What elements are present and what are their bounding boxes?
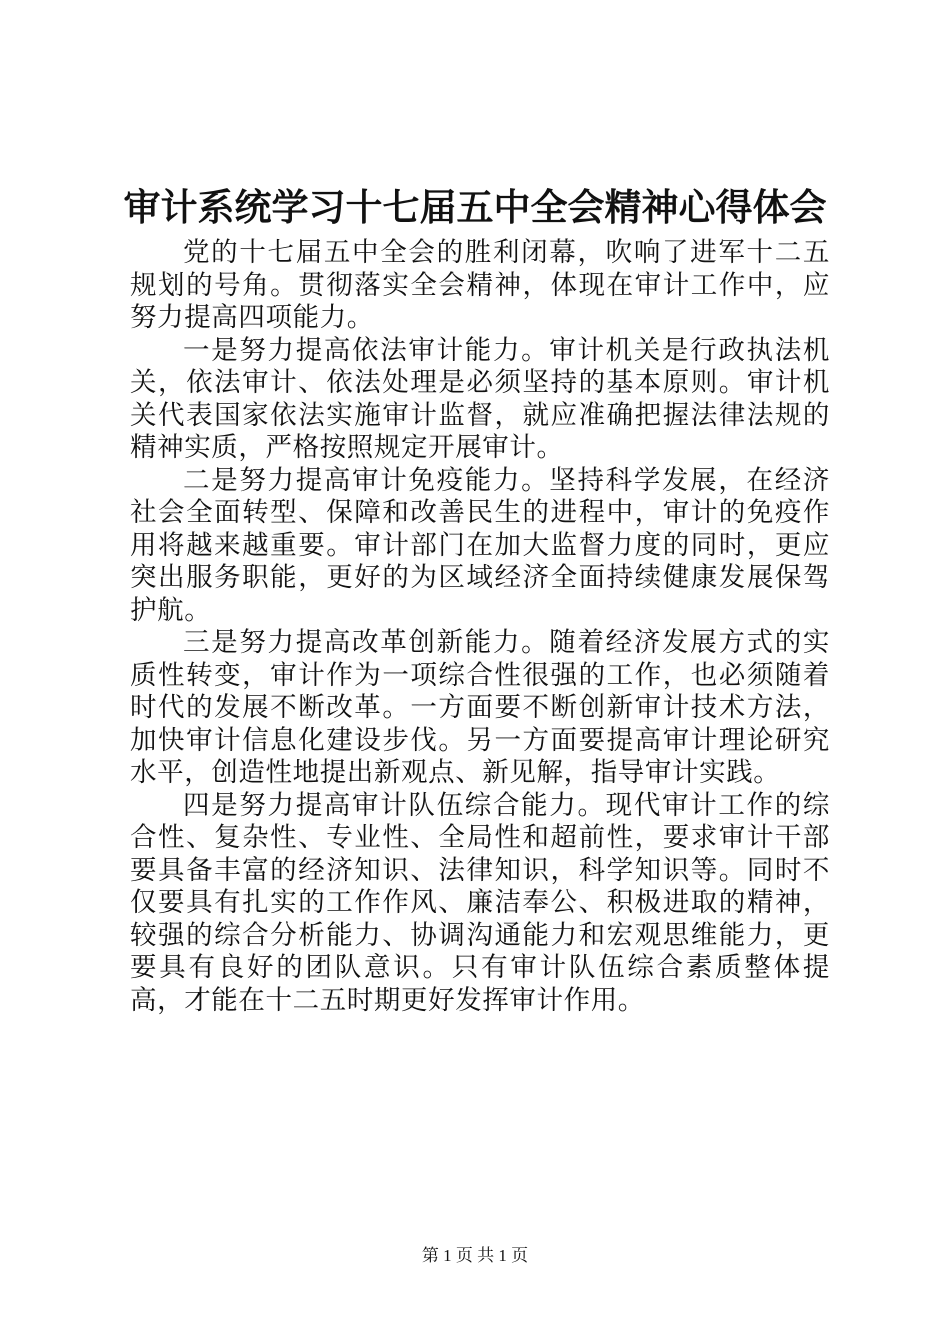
- document-title: 审计系统学习十七届五中全会精神心得体会: [123, 185, 827, 229]
- page-footer: 第 1 页 共 1 页: [421, 1246, 529, 1265]
- paragraph-point-2: 二是努力提高审计免疫能力。坚持科学发展，在经济社会全面转型、保障和改善民生的进程中，审计的免疫作用将越来越重要。审计部门在加大监督力度的同时，更应突出服务职能，更好的为区域经济全面持续健康发展保驾护航。: [130, 464, 830, 626]
- paragraph-point-3: 三是努力提高改革创新能力。随着经济发展方式的实质性转变，审计作为一项综合性很强的工作，也必须随着时代的发展不断改革。一方面要不断创新审计技术方法，加快审计信息化建设步伐。另一方面要提高审计理论研究水平，创造性地提出新观点、新见解，指导审计实践。: [130, 627, 830, 788]
- paragraph-point-1: 一是努力提高依法审计能力。审计机关是行政执法机关，依法审计、依法处理是必须坚持的基本原则。审计机关代表国家依法实施审计监督，就应准确把握法律法规的精神实质，严格按照规定开展审计。: [130, 334, 830, 463]
- document-body: [130, 237, 830, 1017]
- paragraph-point-4: 四是努力提高审计队伍综合能力。现代审计工作的综合性、复杂性、专业性、全局性和超前性，要求审计干部要具备丰富的经济知识、法律知识，科学知识等。同时不仅要具有扎实的工作作风、廉洁奉公、积极进取的精神，较强的综合分析能力、协调沟通能力和宏观思维能力，更要具有良好的团队意识。只有审计队伍综合素质整体提高，才能在十二五时期更好发挥审计作用。: [130, 789, 830, 1016]
- paragraph-intro: 党的十七届五中全会的胜利闭幕，吹响了进军十二五规划的号角。贯彻落实全会精神，体现在审计工作中，应努力提高四项能力。: [130, 237, 830, 333]
